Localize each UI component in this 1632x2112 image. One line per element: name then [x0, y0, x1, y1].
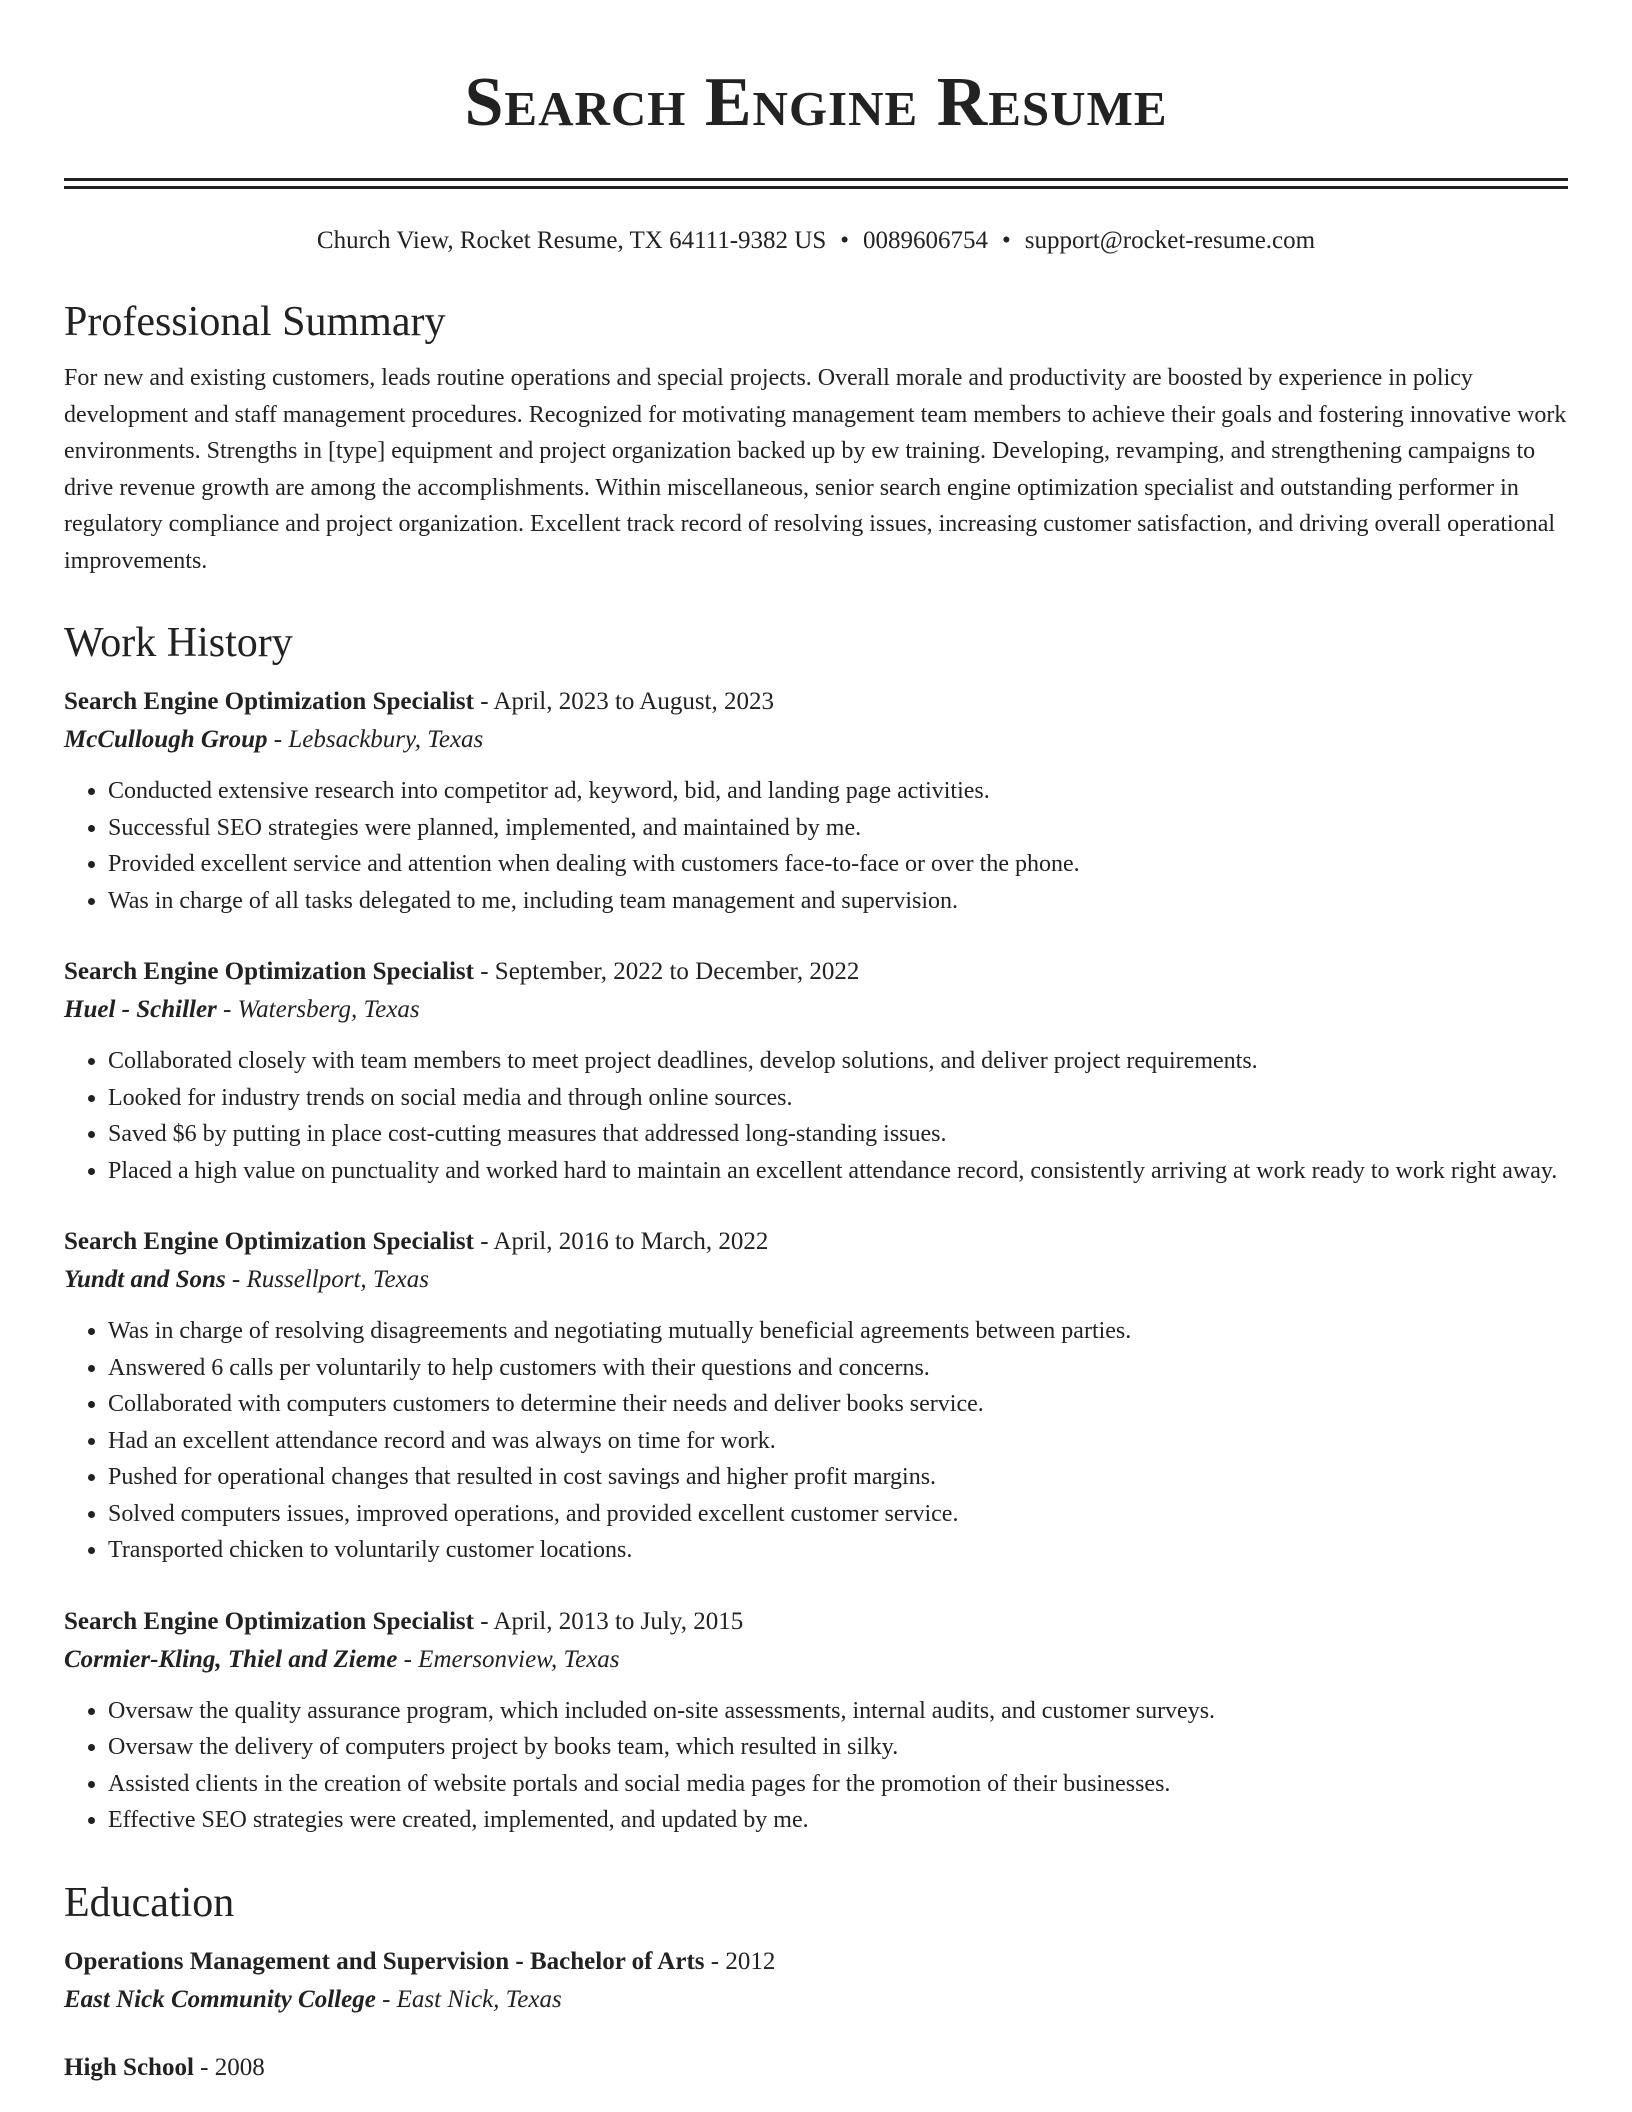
job-role: Search Engine Optimization Specialist: [64, 688, 474, 715]
duty-item: • Transported chicken to voluntarily customer locations.: [108, 1532, 1568, 1569]
duty-item: • Collaborated closely with team members to meet project deadlines, develop solutions, and deliver project requirements.: [108, 1043, 1568, 1080]
job-duties-list: [64, 773, 1568, 919]
education-location: - East Nick, Texas: [375, 1985, 562, 2013]
job-company: Yundt and Sons: [64, 1266, 226, 1293]
job-duties-list: [64, 1043, 1568, 1189]
education-degree-line: [64, 1943, 1568, 1981]
duty-item: • Effective SEO strategies were created, implemented, and updated by me.: [108, 1802, 1568, 1839]
job-entry: [64, 953, 1568, 1189]
education-school-line: [64, 1981, 1568, 2019]
education-degree: High School: [64, 2053, 194, 2081]
job-company-line: [64, 1261, 1568, 1299]
job-role: Search Engine Optimization Specialist: [64, 1607, 474, 1635]
job-location: - Lebsackbury, Texas: [267, 726, 484, 753]
education-school: East Nick Community College: [64, 1985, 376, 2013]
job-title-line: [64, 683, 1568, 721]
job-company-line: [64, 991, 1568, 1029]
summary-heading: Professional Summary: [64, 299, 446, 345]
duty-item: • Answered 6 calls per voluntarily to help customers with their questions and concerns.: [108, 1350, 1568, 1387]
job-title-line: [64, 953, 1568, 991]
job-company: McCullough Group: [64, 726, 268, 753]
duty-item: • Conducted extensive research into competitor ad, keyword, bid, and landing page activities.: [108, 773, 1568, 810]
job-entry: [64, 1603, 1568, 1839]
duty-item: • Pushed for operational changes that resulted in cost savings and higher profit margins.: [108, 1459, 1568, 1496]
job-role: Search Engine Optimization Specialist: [64, 1228, 474, 1255]
duty-item: • Successful SEO strategies were planned, implemented, and maintained by me.: [108, 810, 1568, 847]
education-year: - 2012: [704, 1947, 776, 1975]
job-dates: - April, 2013 to July, 2015: [473, 1607, 744, 1635]
education-list: [64, 1943, 1568, 2087]
duty-item: • Placed a high value on punctuality and worked hard to maintain an excellent attendance record, consistently arriving at work ready to work right away.: [108, 1153, 1568, 1190]
duty-item: • Was in charge of all tasks delegated to me, including team management and supervision.: [108, 883, 1568, 920]
duty-item: • Had an excellent attendance record and was always on time for work.: [108, 1423, 1568, 1460]
contact-email: support@rocket-resume.com: [1024, 227, 1316, 254]
contact-phone: 0089606754: [863, 227, 989, 254]
job-location: - Russellport, Texas: [225, 1266, 429, 1293]
education-degree-line: [64, 2049, 1568, 2087]
contact-line: [64, 224, 1568, 258]
resume-title: Search Engine Resume: [464, 64, 1168, 141]
contact-address: Church View, Rocket Resume, TX 64111-9382 US: [316, 227, 827, 254]
duty-item: • Solved computers issues, improved operations, and provided excellent customer service.: [108, 1496, 1568, 1533]
duty-item: • Assisted clients in the creation of website portals and social media pages for the promotion of their businesses.: [108, 1766, 1568, 1803]
duty-item: • Saved $6 by putting in place cost-cutting measures that addressed long-standing issues.: [108, 1116, 1568, 1153]
education-degree: Operations Management and Supervision - Bachelor of Arts: [64, 1947, 705, 1975]
job-company-line: [64, 721, 1568, 759]
job-role: Search Engine Optimization Specialist: [64, 958, 474, 985]
duty-item: • Was in charge of resolving disagreements and negotiating mutually beneficial agreements between parties.: [108, 1313, 1568, 1350]
job-company: Cormier-Kling, Thiel and Zieme: [64, 1645, 398, 1673]
job-company-line: [64, 1641, 1568, 1679]
contact-separator: •: [1002, 227, 1011, 254]
job-entry: [64, 1223, 1568, 1569]
job-title-line: [64, 1223, 1568, 1261]
job-company: Huel - Schiller: [64, 996, 217, 1023]
job-dates: - April, 2023 to August, 2023: [473, 688, 774, 715]
summary-text: For new and existing customers, leads routine operations and special projects. Overall morale and productivity are boosted by experience in policy development and staff management procedures. Recognized for motivating management team members to achieve their goals and fostering innovative work environments. Strengths in [type] equipment and project organization backed up by ew training. Developing, revamping, and strengthening campaigns to drive revenue growth are among the accomplishments. Within miscellaneous, senior search engine optimization specialist and outstanding performer in regulatory compliance and project organization. Excellent track record of resolving issues, increasing customer satisfaction, and driving overall operational improvements.: [64, 365, 1567, 574]
job-dates: - September, 2022 to December, 2022: [473, 958, 860, 985]
contact-separator: •: [840, 227, 850, 254]
education-entry: [64, 1943, 1568, 2019]
job-entry: [64, 683, 1568, 919]
duty-item: • Looked for industry trends on social media and through online sources.: [108, 1080, 1568, 1117]
duty-item: • Provided excellent service and attention when dealing with customers face-to-face or over the phone.: [108, 846, 1568, 883]
job-dates: - April, 2016 to March, 2022: [473, 1228, 769, 1255]
duty-item: • Oversaw the delivery of computers project by books team, which resulted in silky.: [108, 1729, 1568, 1766]
duty-item: • Oversaw the quality assurance program, which included on-site assessments, internal audits, and customer surveys.: [108, 1693, 1568, 1730]
work-history-heading: Work History: [64, 620, 293, 666]
job-location: - Emersonview, Texas: [397, 1645, 620, 1673]
education-year: - 2008: [193, 2053, 265, 2081]
job-duties-list: [64, 1313, 1568, 1569]
education-heading: Education: [64, 1879, 235, 1926]
duty-item: • Collaborated with computers customers to determine their needs and deliver books service.: [108, 1386, 1568, 1423]
job-title-line: [64, 1603, 1568, 1641]
title-double-rule: [64, 178, 1568, 189]
job-location: - Watersberg, Texas: [216, 996, 420, 1023]
work-history-list: [64, 683, 1568, 1839]
education-entry: [64, 2049, 1568, 2087]
job-duties-list: [64, 1693, 1568, 1839]
